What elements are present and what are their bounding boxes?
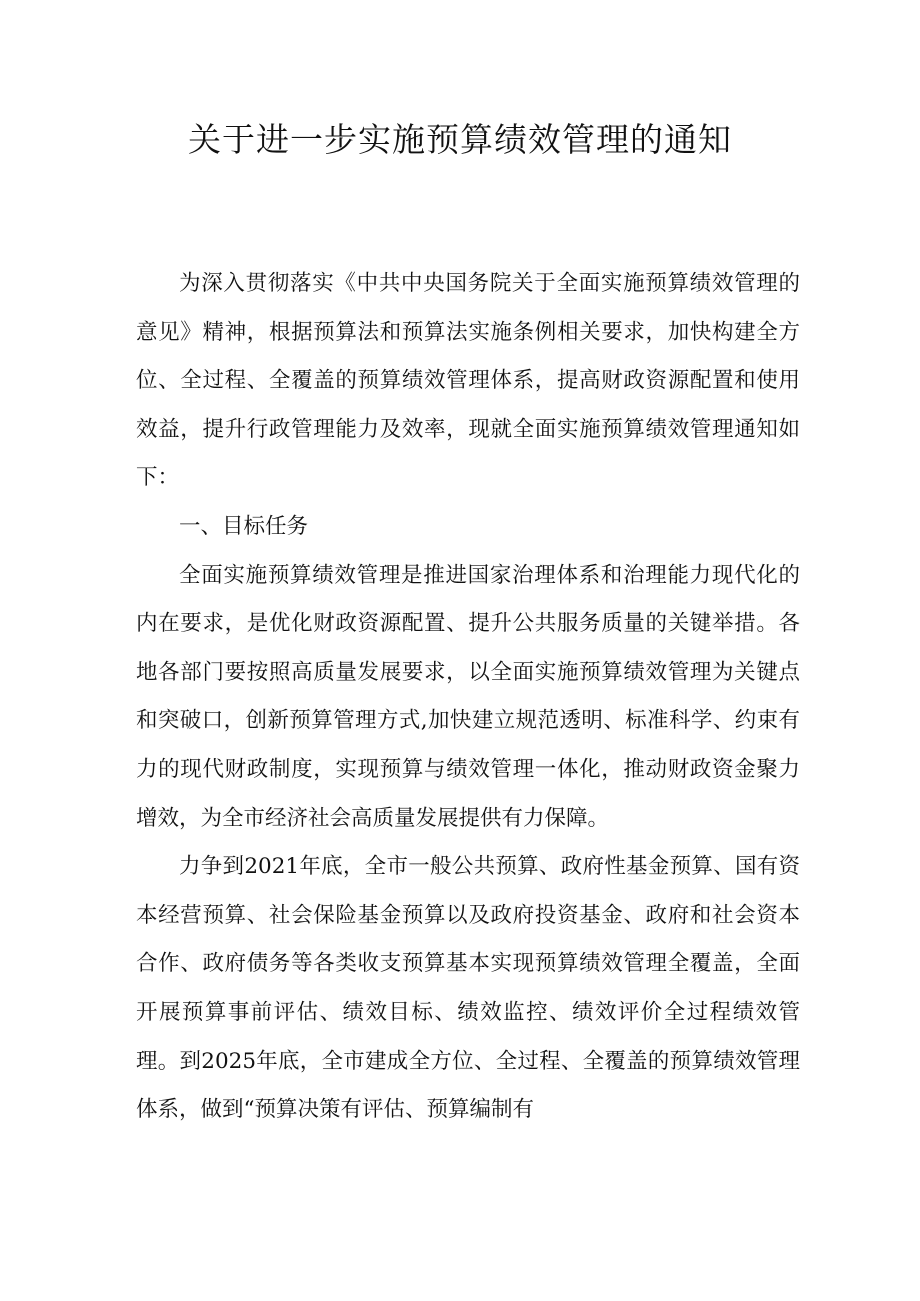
document-body <box>136 260 800 1135</box>
paragraph-targets: 力争到2021年底，全市一般公共预算、政府性基金预算、国有资本经营预算、社会保险基金预算以及政府投资基金、政府和社会资本合作、政府债务等各类收支预算基本实现预算绩效管理全覆盖，全面开展预算事前评估、绩效目标、绩效监控、绩效评价全过程绩效管理。到2025年底，全市建成全方位、全过程、全覆盖的预算绩效管理体系，做到“预算决策有评估、预算编制有 <box>136 854 800 1123</box>
section-heading-goals: 一、目标任务 <box>179 513 309 539</box>
document-title: 关于进一步实施预算绩效管理的通知 <box>188 120 732 159</box>
paragraph-intro: 为深入贯彻落实《中共中央国务院关于全面实施预算绩效管理的意见》精神，根据预算法和预算法实施条例相关要求，加快构建全方位、全过程、全覆盖的预算绩效管理体系，提高财政资源配置和使用效益，提升行政管理能力及效率，现就全面实施预算绩效管理通知如下： <box>136 271 800 491</box>
paragraph-goals: 全面实施预算绩效管理是推进国家治理体系和治理能力现代化的内在要求，是优化财政资源配置、提升公共服务质量的关键举措。各地各部门要按照高质量发展要求，以全面实施预算绩效管理为关键点和突破口，创新预算管理方式,加快建立规范透明、标准科学、约束有力的现代财政制度，实现预算与绩效管理一体化，推动财政资金聚力增效，为全市经济社会高质量发展提供有力保障。 <box>136 562 800 831</box>
